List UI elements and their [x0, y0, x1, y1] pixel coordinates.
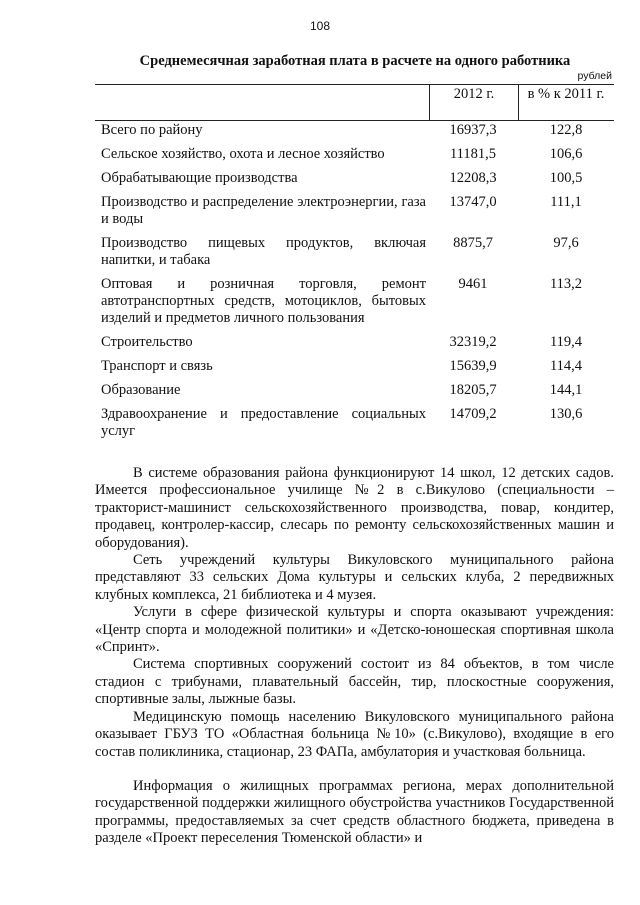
paragraph: В системе образования района функционируют 14 школ, 12 детских садов. Имеется профессиональное училище №2 в с.Викулово (специальности – тракторист-машинист сельскохозяйственного производства, повар, кондитер, продавец, контролер-кассир, слесарь по ремонту сельскохозяйственных машин и оборудования). [95, 465, 614, 551]
row-value-pct: 106,6 [549, 146, 583, 162]
row-value-pct: 111,1 [550, 194, 582, 210]
body-text [95, 465, 614, 761]
salary-table [95, 84, 614, 440]
row-value-2012: 9461 [458, 276, 488, 292]
header-year: 2012 г. [429, 85, 519, 121]
row-name: Здравоохранение и предоставление социальных услуг [101, 406, 426, 439]
final-text [95, 778, 614, 848]
row-name: Строительство [101, 334, 193, 350]
row-value-pct: 97,6 [553, 235, 579, 251]
row-value-pct: 122,8 [549, 122, 583, 138]
row-value-2012: 18205,7 [449, 382, 497, 398]
row-name: Сельское хозяйство, охота и лесное хозяйство [101, 146, 385, 162]
row-value-2012: 13747,0 [449, 194, 497, 210]
table-row [95, 170, 614, 187]
table-row [95, 235, 614, 269]
table-title: Среднемесячная заработная плата в расчете на одного работника [139, 53, 571, 69]
page-number: 108 [309, 19, 331, 33]
row-value-2012: 14709,2 [449, 406, 497, 422]
row-name: Обрабатывающие производства [101, 170, 298, 186]
table-row [95, 276, 614, 327]
table-header [95, 84, 614, 121]
row-name: Образование [101, 382, 181, 398]
row-value-2012: 12208,3 [449, 170, 497, 186]
paragraph: Медицинскую помощь населению Викуловского муниципального района оказывает ГБУЗ ТО «Областная больница №10» (с.Викулово), входящие в его состав поликлиника, стационар, 23 ФАПа, амбулатория и участковая больница. [95, 708, 614, 760]
row-value-2012: 8875,7 [453, 235, 493, 251]
table-row [95, 146, 614, 163]
row-name: Всего по району [101, 122, 203, 138]
row-value-pct: 114,4 [549, 358, 583, 374]
row-name: Транспорт и связь [101, 358, 213, 374]
row-name: Производство пищевых продуктов, включая напитки, и табака [101, 235, 426, 268]
row-value-pct: 130,6 [549, 406, 583, 422]
row-name: Оптовая и розничная торговля, ремонт автотранспортных средств, мотоциклов, бытовых изделий и предметов личного пользования [101, 276, 426, 326]
table-row [95, 122, 614, 139]
row-value-pct: 100,5 [549, 170, 583, 186]
table-units: рублей [577, 70, 612, 82]
row-value-pct: 144,1 [549, 382, 583, 398]
paragraph: Информация о жилищных программах региона, мерах дополнительной государственной поддержки жилищного обустройства участников Государственной программы, предоставляемых за счет средств областного бюджета, приведена в разделе «Проект переселения Тюменской области» и [95, 778, 614, 847]
paragraph: Услуги в сфере физической культуры и спорта оказывают учреждения: «Центр спорта и молодежной политики» и «Детско-юношеская спортивная школа «Спринт». [95, 604, 614, 656]
table-row [95, 382, 614, 399]
row-value-pct: 113,2 [549, 276, 583, 292]
table-row [95, 334, 614, 351]
table-row [95, 194, 614, 228]
row-value-2012: 11181,5 [449, 146, 497, 162]
paragraph: Система спортивных сооружений состоит из 84 объектов, в том числе стадион с трибунами, плавательный бассейн, тир, плоскостные сооружения, спортивные залы, лыжные базы. [95, 656, 614, 708]
row-value-pct: 119,4 [549, 334, 583, 350]
table-row [95, 406, 614, 440]
paragraph: Сеть учреждений культуры Викуловского муниципального района представляют 33 сельских Дома культуры и сельских клуба, 2 передвижных клубных комплекса, 21 библиотека и 4 музея. [95, 552, 614, 603]
row-value-2012: 32319,2 [449, 334, 497, 350]
row-value-2012: 16937,3 [449, 122, 497, 138]
row-name: Производство и распределение электроэнергии, газа и воды [101, 194, 426, 227]
row-value-2012: 15639,9 [449, 358, 497, 374]
table-row [95, 358, 614, 375]
header-pct: в % к 2011 г. [527, 86, 605, 102]
